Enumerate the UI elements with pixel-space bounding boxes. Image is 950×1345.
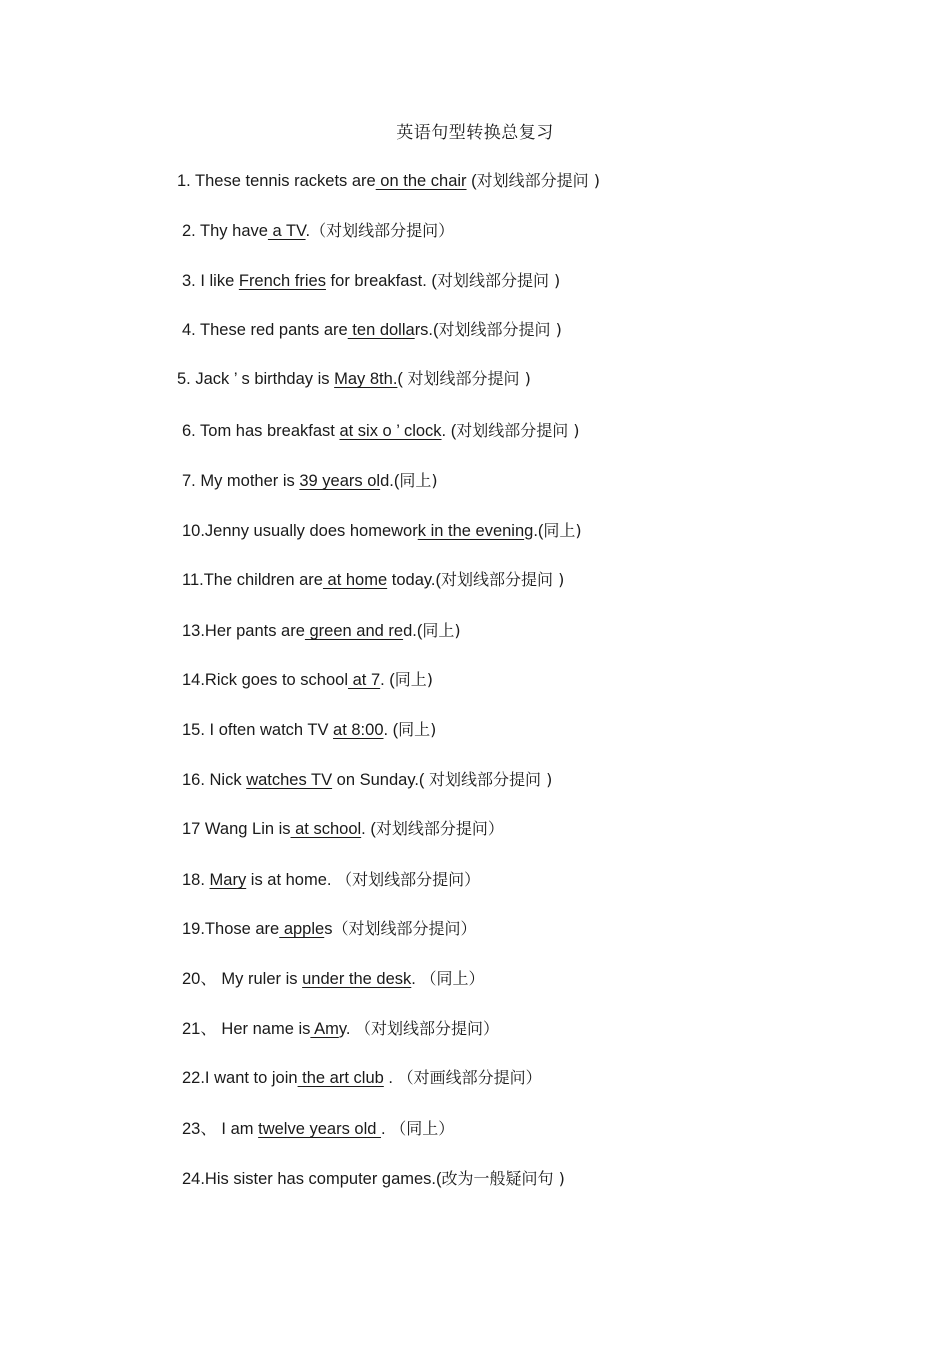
list-item [182,270,560,292]
item-instruction: 对划线部分提问 ) [440,570,565,589]
list-item [182,869,480,891]
list-item [177,368,531,390]
underlined-text: the art club [297,1069,384,1087]
item-instruction: （对划线部分提问） [332,919,477,938]
item-text: g.( [524,522,544,540]
list-item [182,520,582,542]
item-instruction: 同上) [394,670,434,689]
underlined-text: under the desk [302,970,412,988]
list-item [182,1018,499,1040]
item-text: 11.The children are [182,571,323,589]
underlined-text: ten dolla [347,321,415,339]
underlined-text: at 8:00 [333,721,384,739]
item-text: 14.Rick goes to school [182,671,349,689]
underlined-text: k in the evenin [417,522,525,540]
list-item [182,719,436,741]
item-text: 16. Nick [182,771,247,789]
item-text: . ( [441,422,457,440]
item-instruction: 同上) [422,621,461,640]
underlined-text: at 7 [348,671,381,689]
underlined-text: apple [279,920,325,938]
item-text: . [381,1120,391,1138]
underlined-text: on the chair [375,172,467,190]
item-text: 13.Her pants are [182,622,305,640]
item-text: ( [397,370,408,388]
item-instruction: 同上) [398,720,437,739]
item-text: d.( [403,622,423,640]
item-instruction: （对画线部分提问） [397,1068,542,1087]
item-text: 15. I often watch TV [182,721,334,739]
list-item [182,470,438,492]
underlined-text: at home [322,571,388,589]
page-title: 英语句型转换总复习 [396,123,554,143]
list-item [182,669,433,691]
item-text: on Sunday.( [332,771,430,789]
item-instruction: 对划线部分提问 ) [407,369,531,388]
item-text: 5. Jack ’ s birthday is [177,370,335,388]
list-item [182,319,562,341]
item-instruction: 改为一般疑问句 ) [441,1169,565,1188]
item-text: 19.Those are [182,920,280,938]
list-item [182,420,580,442]
item-instruction: 同上) [399,471,438,490]
underlined-text: Am [310,1020,339,1038]
underlined-text: Mary [209,871,247,889]
item-text: . ( [383,721,399,739]
list-item [182,1067,542,1089]
item-text: 23、 I am [182,1120,259,1138]
item-text: 17 Wang Lin is [182,820,291,838]
item-text: s [324,920,333,938]
list-item [182,569,564,591]
item-text: 24.His sister has computer games.( [182,1170,442,1188]
item-instruction: （对划线部分提问） [336,870,481,889]
list-item [182,968,484,990]
list-item [182,769,552,791]
item-text: for breakfast. ( [325,272,437,290]
item-text: ( [466,172,477,190]
underlined-text: a TV [267,222,306,240]
item-text: . ( [380,671,395,689]
item-text: 2. Thy have [182,222,268,240]
item-instruction: 对划线部分提问 ) [456,421,580,440]
item-text: 20、 My ruler is [182,970,303,988]
list-item [182,620,461,642]
underlined-text: 39 years ol [299,472,381,490]
underlined-text: French fries [238,272,326,290]
item-instruction: （同上） [420,969,485,988]
underlined-text: green and re [304,622,404,640]
underlined-text: May 8th. [334,370,398,388]
item-text: 18. [182,871,210,889]
item-instruction: 对划线部分提问 ) [429,770,553,789]
item-instruction: （对划线部分提问） [355,1019,500,1038]
item-text: 22.I want to join [182,1069,298,1087]
list-item [182,818,504,840]
item-instruction: 对划线部分提问 ) [438,320,562,339]
list-item [182,918,476,940]
item-text: . [305,222,311,240]
item-text: today.( [387,571,441,589]
item-text: rs.( [414,321,439,339]
item-instruction: （同上） [390,1119,455,1138]
item-instruction: 对划线部分提问 ) [476,171,600,190]
list-item [182,1168,565,1190]
item-text: y. [338,1020,356,1038]
item-text: 10.Jenny usually does homewor [182,522,418,540]
item-text: . ( [361,820,376,838]
item-text: 21、 Her name is [182,1020,311,1038]
item-text: . [411,970,421,988]
item-text: 7. My mother is [182,472,300,490]
list-item [182,220,454,242]
item-text: is at home. [246,871,337,889]
underlined-text: watches TV [246,771,333,789]
list-item [182,1118,454,1140]
item-instruction: 对划线部分提问 ) [436,271,561,290]
underlined-text: at school [290,820,362,838]
item-text: 3. I like [182,272,239,290]
underlined-text: twelve years old [258,1120,382,1138]
item-text: 1. These tennis rackets are [177,172,376,190]
underlined-text: at six o ’ clock [339,422,442,440]
item-text: . [383,1069,398,1087]
list-item [177,170,600,192]
item-text: 6. Tom has breakfast [182,422,340,440]
item-instruction: 同上) [543,521,582,540]
item-text: d.( [380,472,400,490]
item-instruction: （对划线部分提问） [310,221,455,240]
item-text: 4. These red pants are [182,321,348,339]
item-instruction: 对划线部分提问） [375,819,504,838]
